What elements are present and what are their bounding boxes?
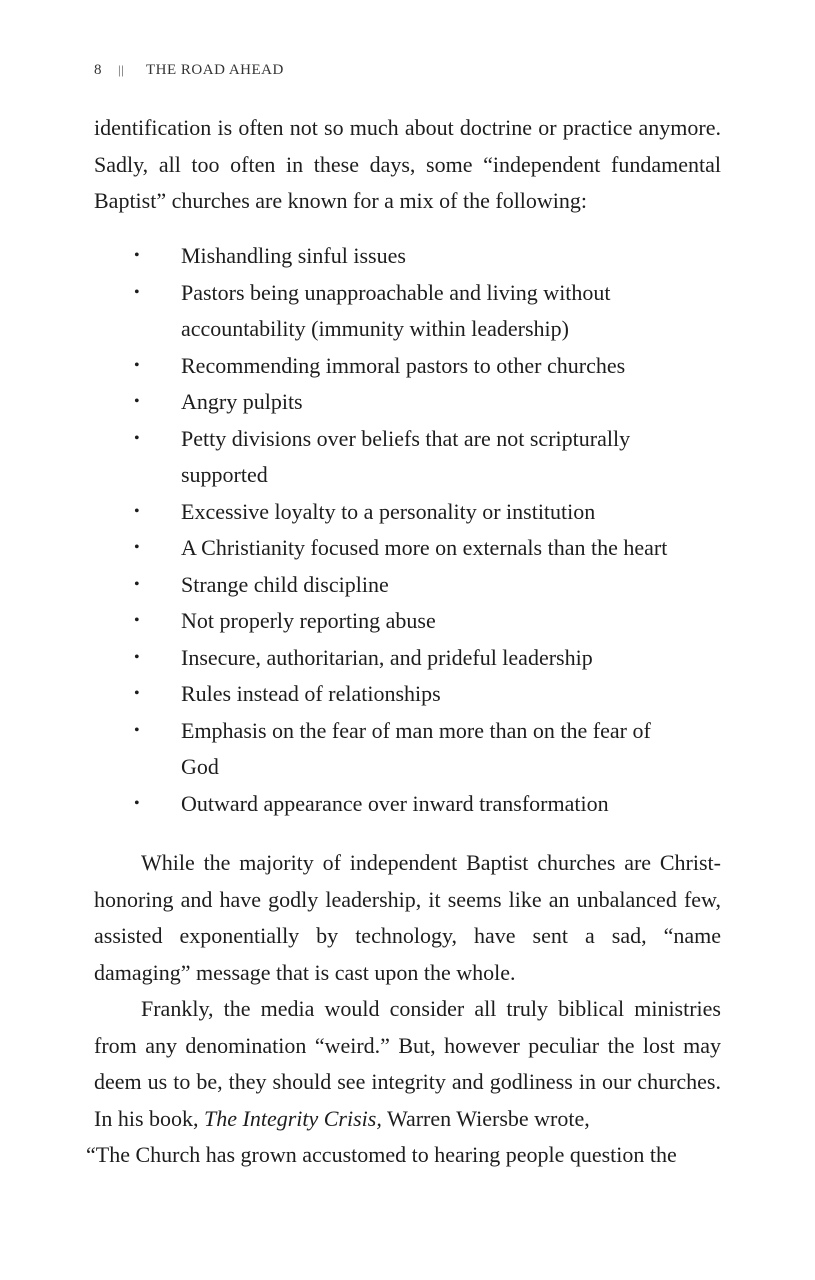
list-item bbox=[134, 713, 694, 786]
list-item bbox=[134, 348, 694, 385]
bullet-icon: • bbox=[134, 356, 140, 374]
book-title: The Integrity Crisis, bbox=[204, 1105, 382, 1131]
list-item-text: Recommending immoral pastors to other churches bbox=[181, 352, 626, 378]
list-item bbox=[134, 275, 694, 348]
paragraph-intro: identification is often not so much about doctrine or practice anymore. Sadly, all too often in these days, some “independent fundamental Baptist” churches are known for a mix of the following: bbox=[94, 115, 721, 213]
list-item-text: A Christianity focused more on externals than the heart bbox=[181, 535, 668, 560]
list-item-text: Insecure, authoritarian, and prideful leadership bbox=[181, 644, 593, 670]
bullet-icon: • bbox=[134, 283, 140, 301]
list-item bbox=[134, 676, 694, 713]
bullet-icon: • bbox=[134, 429, 140, 447]
bullet-list bbox=[134, 238, 694, 822]
running-head bbox=[94, 62, 284, 79]
list-item-text: Pastors being unapproachable and living without accountability (immunity within leadership) bbox=[181, 279, 611, 341]
running-title: THE ROAD AHEAD bbox=[146, 62, 284, 78]
list-item bbox=[134, 530, 694, 567]
bullet-icon: • bbox=[134, 393, 140, 410]
paragraph-media-text-start: Frankly, the media would consider all truly biblical ministries from any denomination “weird.” But, however peculiar the lost may deem us to be, they should see integrity and godliness in our churches. In his book, bbox=[94, 996, 721, 1131]
list-item-text: Mishandling sinful issues bbox=[181, 243, 406, 268]
list-item bbox=[134, 494, 694, 531]
list-item bbox=[134, 786, 694, 823]
list-item bbox=[134, 603, 694, 640]
page-number: 8 bbox=[94, 62, 102, 78]
paragraph-media bbox=[94, 991, 721, 1137]
list-item-text: Not properly reporting abuse bbox=[181, 608, 436, 633]
bullet-icon: • bbox=[134, 721, 140, 739]
bullet-icon: • bbox=[134, 502, 140, 520]
list-item-text: Outward appearance over inward transformation bbox=[181, 790, 609, 816]
bullet-icon: • bbox=[134, 685, 140, 702]
list-item-text: Angry pulpits bbox=[181, 389, 303, 414]
bullet-icon: • bbox=[134, 539, 140, 556]
bullet-icon: • bbox=[134, 575, 140, 593]
header-separator: || bbox=[118, 62, 125, 77]
paragraph-media-text-end: Warren Wiersbe wrote, bbox=[381, 1105, 590, 1131]
list-item bbox=[134, 384, 694, 421]
list-item bbox=[134, 640, 694, 677]
bullet-icon: • bbox=[134, 612, 140, 629]
bullet-icon: • bbox=[134, 648, 140, 666]
list-item bbox=[134, 421, 694, 494]
list-item-text: Petty divisions over beliefs that are not scripturally supported bbox=[181, 425, 631, 487]
list-item bbox=[134, 238, 694, 275]
list-item-text: Emphasis on the fear of man more than on the fear of God bbox=[181, 717, 651, 779]
bullet-icon: • bbox=[134, 794, 140, 812]
paragraph-quote-start: “The Church has grown accustomed to hearing people question the bbox=[86, 1142, 677, 1167]
paragraph-majority: While the majority of independent Baptist churches are Christ-honoring and have godly leadership, it seems like an unbalanced few, assisted exponentially by technology, have sent a sad, “name damaging” message that is cast upon the whole. bbox=[94, 850, 721, 985]
list-item-text: Strange child discipline bbox=[181, 571, 389, 597]
bullet-icon: • bbox=[134, 247, 140, 264]
list-item-text: Excessive loyalty to a personality or institution bbox=[181, 498, 596, 524]
list-item-text: Rules instead of relationships bbox=[181, 681, 441, 706]
list-item bbox=[134, 567, 694, 604]
